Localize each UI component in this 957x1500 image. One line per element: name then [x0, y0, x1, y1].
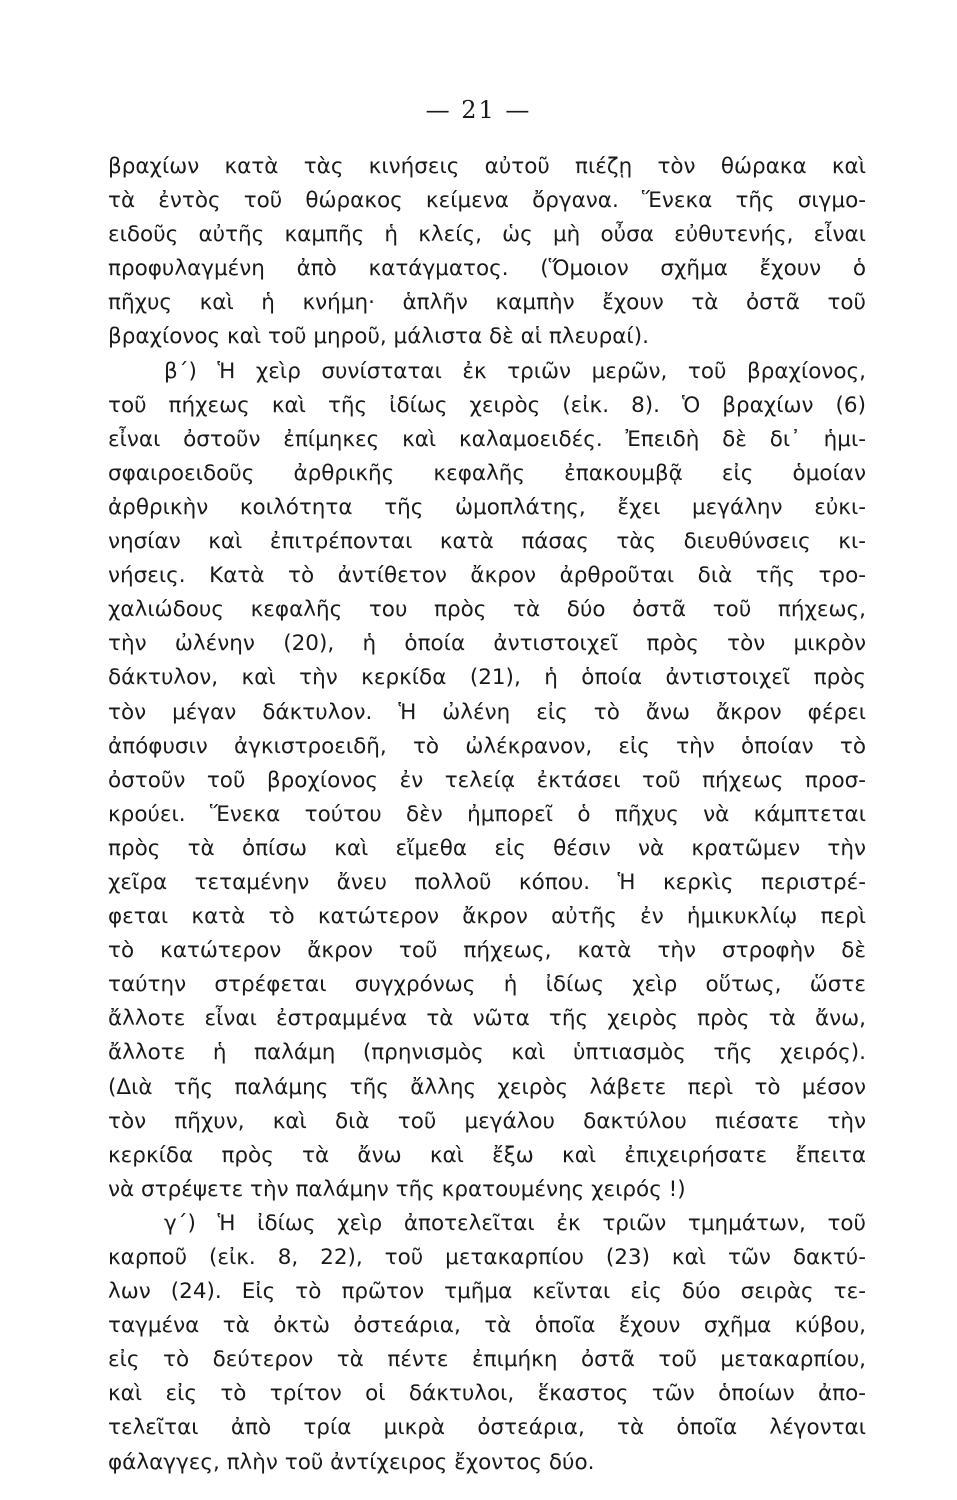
text-line: ταγμένα τὰ ὀκτὼ ὀστεάρια, τὰ ὁποῖα ἔχουν σχῆμα κύβου, [108, 1313, 866, 1339]
text-line: ἀπόφυσιν ἀγκιστροειδῆ, τὸ ὠλέκρανον, εἰς τὴν ὁποίαν τὸ [108, 733, 866, 759]
text-line: προφυλαγμένη ἀπὸ κατάγματος. (Ὅμοιον σχῆμα ἔχουν ὁ [108, 256, 866, 282]
text-line: χαλιώδους κεφαλῆς του πρὸς τὰ δύο ὀστᾶ τοῦ πήχεως, [108, 597, 866, 623]
text-line: νησίαν καὶ ἐπιτρέπονται κατὰ πάσας τὰς διευθύνσεις κι- [108, 529, 866, 555]
text-line: πρὸς τὰ ὀπίσω καὶ εἴμεθα εἰς θέσιν νὰ κρατῶμεν τὴν [108, 835, 866, 861]
text-line: κρούει. Ἕνεκα τούτου δὲν ἠμπορεῖ ὁ πῆχυς νὰ κάμπτεται [108, 801, 866, 827]
text-line: τοῦ πήχεως καὶ τῆς ἰδίως χειρὸς (εἰκ. 8). Ὁ βραχίων (6) [108, 392, 866, 418]
page-number: — 21 — [425, 96, 532, 124]
text-line: νήσεις. Κατὰ τὸ ἀντίθετον ἄκρον ἀρθροῦται διὰ τῆς τρο- [108, 563, 866, 589]
text-line: ἄλλοτε ἡ παλάμη (πρηνισμὸς καὶ ὑπτιασμὸς τῆς χειρός). [108, 1040, 866, 1066]
text-line: νὰ στρέψετε τὴν παλάμην τῆς κρατουμένης χειρός !) [108, 1176, 686, 1202]
text-line: βραχίονος καὶ τοῦ μηροῦ, μάλιστα δὲ αἱ πλευραί). [108, 324, 649, 350]
text-line: τὸν μέγαν δάκτυλον. Ἡ ὠλένη εἰς τὸ ἄνω ἄκρον φέρει [108, 699, 866, 725]
text-line: λων (24). Εἰς τὸ πρῶτον τμῆμα κεῖνται εἰς δύο σειρὰς τε- [108, 1279, 866, 1305]
text-line: ὀστοῦν τοῦ βροχίονος ἐν τελείᾳ ἐκτάσει τοῦ πήχεως προσ- [108, 767, 866, 793]
text-line: τὸν πῆχυν, καὶ διὰ τοῦ μεγάλου δακτύλου πιέσατε τὴν [108, 1108, 866, 1134]
text-line: τελεῖται ἀπὸ τρία μικρὰ ὀστεάρια, τὰ ὁποῖα λέγονται [108, 1415, 866, 1441]
text-line: τὴν ὠλένην (20), ἡ ὁποία ἀντιστοιχεῖ πρὸς τὸν μικρὸν [108, 631, 866, 657]
text-line: ἀρθρικὴν κοιλότητα τῆς ὠμοπλάτης, ἔχει μεγάλην εὐκι- [108, 494, 866, 520]
text-line: δάκτυλον, καὶ τὴν κερκίδα (21), ἡ ὁποία ἀντιστοιχεῖ πρὸς [108, 665, 866, 691]
text-line: (Διὰ τῆς παλάμης τῆς ἄλλης χειρὸς λάβετε περὶ τὸ μέσον [108, 1074, 866, 1100]
body-text [108, 150, 866, 1480]
text-line: κερκίδα πρὸς τὰ ἄνω καὶ ἔξω καὶ ἐπιχειρήσατε ἔπειτα [108, 1142, 866, 1168]
text-line: ταύτην στρέφεται συγχρόνως ἡ ἰδίως χεὶρ οὕτως, ὥστε [108, 972, 866, 998]
text-line: εἶναι ὀστοῦν ἐπίμηκες καὶ καλαμοειδές. Ἐπειδὴ δὲ δι᾽ ἡμι- [108, 426, 866, 452]
text-line: βραχίων κατὰ τὰς κινήσεις αὐτοῦ πιέζῃ τὸν θώρακα καὶ [108, 154, 866, 179]
text-line: ειδοῦς αὐτῆς καμπῆς ἡ κλείς, ὡς μὴ οὖσα εὐθυτενής, εἶναι [108, 222, 866, 248]
text-line: καὶ εἰς τὸ τρίτον οἱ δάκτυλοι, ἕκαστος τῶν ὁποίων ἀπο- [108, 1381, 866, 1407]
text-line: γ΄) Ἡ ἰδίως χεὶρ ἀποτελεῖται ἐκ τριῶν τμημάτων, τοῦ [164, 1210, 866, 1236]
text-line: φεται κατὰ τὸ κατώτερον ἄκρον αὐτῆς ἐν ἡμικυκλίῳ περὶ [108, 904, 866, 930]
text-line: τὰ ἐντὸς τοῦ θώρακος κείμενα ὄργανα. Ἕνεκα τῆς σιγμο- [108, 188, 866, 214]
text-line: πῆχυς καὶ ἡ κνήμη· ἁπλῆν καμπὴν ἔχουν τὰ ὀστᾶ τοῦ [108, 290, 866, 316]
text-line: ἄλλοτε εἶναι ἐστραμμένα τὰ νῶτα τῆς χειρὸς πρὸς τὰ ἄνω, [108, 1006, 866, 1032]
text-line: εἰς τὸ δεύτερον τὰ πέντε ἐπιμήκη ὀστᾶ τοῦ μετακαρπίου, [108, 1347, 866, 1373]
text-line: χεῖρα τεταμένην ἄνευ πολλοῦ κόπου. Ἡ κερκὶς περιστρέ- [108, 869, 866, 895]
text-line: σφαιροειδοῦς ἀρθρικῆς κεφαλῆς ἐπακουμβᾷ εἰς ὁμοίαν [108, 460, 866, 486]
text-line: καρποῦ (εἰκ. 8, 22), τοῦ μετακαρπίου (23) καὶ τῶν δακτύ- [108, 1245, 866, 1270]
text-line: β΄) Ἡ χεὶρ συνίσταται ἐκ τριῶν μερῶν, τοῦ βραχίονος, [164, 358, 866, 384]
text-line: φάλαγγες, πλὴν τοῦ ἀντίχειρος ἔχοντος δύο. [108, 1449, 595, 1475]
text-line: τὸ κατώτερον ἄκρον τοῦ πήχεως, κατὰ τὴν στροφὴν δὲ [108, 938, 866, 964]
